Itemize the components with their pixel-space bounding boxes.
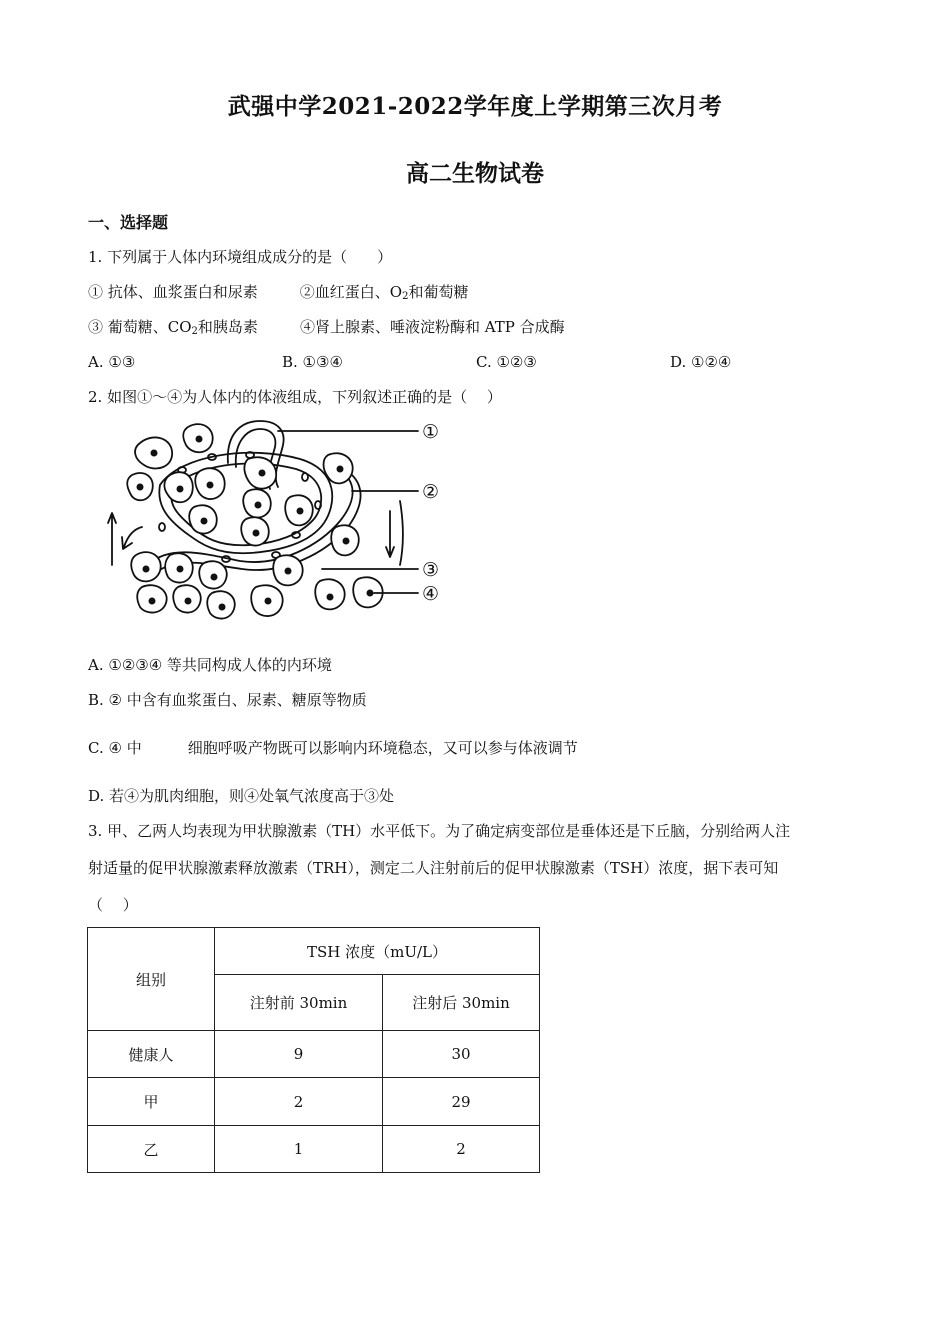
- q1-item-4: ④肾上腺素、唾液淀粉酶和 ATP 合成酶: [299, 318, 565, 336]
- q2-stem: 2. 如图①～④为人体内的体液组成，下列叙述正确的是（ ）: [88, 388, 502, 406]
- row-before: 9: [215, 1031, 383, 1078]
- q2-option-c: C. ④ 中 细胞呼吸产物既可以影响内环境稳态，又可以参与体液调节: [88, 739, 578, 757]
- header-group: 组别: [88, 928, 215, 1031]
- q2-option-d: D. 若④为肌肉细胞，则④处氧气浓度高于③处: [88, 787, 395, 805]
- q1-item-3: ③ 葡萄糖、$CO_2$和胰岛素: [88, 318, 258, 337]
- header-before: 注射前 30min: [215, 975, 383, 1031]
- header-tsh: TSH 浓度（mU/L）: [215, 928, 540, 975]
- row-after: 30: [383, 1031, 540, 1078]
- row-name: 乙: [88, 1126, 215, 1173]
- body-fluid-diagram: [100, 415, 460, 630]
- section-heading: 一、选择题: [88, 213, 169, 232]
- row-after: 29: [383, 1078, 540, 1126]
- q3-stem-line3: （ ）: [88, 896, 138, 914]
- header-after: 注射后 30min: [383, 975, 540, 1031]
- row-name: 健康人: [88, 1031, 215, 1078]
- q3-stem-line1: 3. 甲、乙两人均表现为甲状腺激素（TH）水平低下。为了确定病变部位是垂体还是下丘脑，分别给两人注: [88, 822, 791, 840]
- exam-title: 武强中学2021-2022学年度上学期第三次月考: [227, 93, 723, 120]
- row-after: 2: [383, 1126, 540, 1173]
- q1-option-a: A. ①③: [88, 353, 136, 371]
- diagram-label-4: ④: [422, 583, 440, 605]
- q1-items-row1: [88, 282, 468, 307]
- table-row: [88, 1031, 540, 1078]
- diagram-label-3: ③: [422, 559, 440, 581]
- row-before: 2: [215, 1078, 383, 1126]
- q2-option-b: B. ② 中含有血浆蛋白、尿素、糖原等物质: [88, 691, 367, 709]
- tsh-table: [87, 927, 540, 1173]
- q1-items-row2: [88, 317, 565, 342]
- q1-option-b: B. ①③④: [282, 353, 343, 371]
- q1-item-2: ②血红蛋白、$O_2$和葡萄糖: [299, 283, 469, 302]
- q1-stem: 1. 下列属于人体内环境组成成分的是（ ）: [88, 248, 393, 266]
- diagram-label-2: ②: [422, 481, 440, 503]
- q2-option-a: A. ①②③④ 等共同构成人体的内环境: [88, 656, 332, 674]
- q1-option-c: C. ①②③: [476, 353, 537, 371]
- diagram-label-1: ①: [422, 421, 440, 443]
- q1-option-d: D. ①②④: [670, 353, 732, 371]
- q3-stem-line2: 射适量的促甲状腺激素释放激素（TRH），测定二人注射前后的促甲状腺激素（TSH）浓度，据下表可知: [88, 859, 779, 877]
- row-before: 1: [215, 1126, 383, 1173]
- table-row: [88, 1126, 540, 1173]
- exam-subtitle: 高二生物试卷: [406, 160, 544, 187]
- q1-item-1: ① 抗体、血浆蛋白和尿素: [88, 283, 258, 301]
- table-row: [88, 1078, 540, 1126]
- row-name: 甲: [88, 1078, 215, 1126]
